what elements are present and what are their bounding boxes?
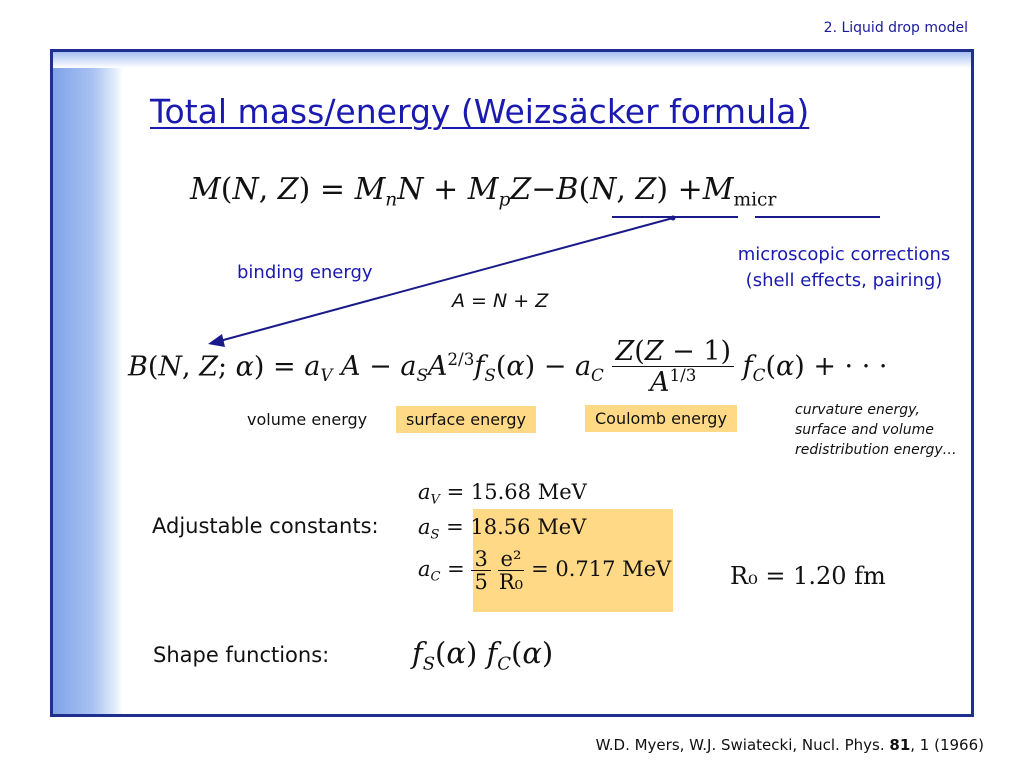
binding-arrow-line bbox=[216, 218, 673, 342]
slide-title: Total mass/energy (Weizsäcker formula) bbox=[150, 92, 810, 131]
binding-arrow-head bbox=[208, 334, 225, 347]
binding-surface-term: $a_SA^{2/3}f_S(\alpha)$ − bbox=[400, 349, 567, 386]
frac2-den: R₀ bbox=[498, 570, 524, 595]
curv-line-3: redistribution energy… bbox=[795, 442, 957, 458]
const-as: $a_S = 18.56$ MeV bbox=[418, 515, 587, 543]
a-relation: A = N + Z bbox=[452, 290, 549, 312]
coulomb-energy-label: Coulomb energy bbox=[585, 405, 737, 432]
volume-energy-label: volume energy bbox=[247, 410, 368, 429]
r0-formula: R₀ = 1.20 fm bbox=[730, 562, 886, 590]
ref-rest: , 1 (1966) bbox=[910, 736, 984, 754]
binding-lhs: B(N, Z; α) = bbox=[128, 351, 296, 383]
const-ac-value: = 0.717 MeV bbox=[531, 557, 672, 582]
frac1-num: 3 bbox=[471, 548, 490, 571]
ref-authors: W.D. Myers, W.J. Swiatecki, Nucl. Phys. bbox=[595, 736, 885, 754]
frac1-den: 5 bbox=[474, 570, 488, 595]
mass-term-micr: $M_{micr}$ bbox=[702, 172, 777, 211]
curv-line-1: curvature energy, bbox=[795, 402, 920, 418]
mass-plus1: + bbox=[433, 172, 459, 207]
micro-line-2: (shell effects, pairing) bbox=[745, 270, 943, 291]
micro-line-1: microscopic corrections bbox=[737, 244, 951, 265]
coulomb-numerator: Z(Z − 1) bbox=[612, 338, 734, 367]
binding-energy-label: binding energy bbox=[237, 262, 373, 283]
binding-volume-term: $a_V$ A − bbox=[304, 351, 392, 386]
shape-fc: $f_C(\alpha)$ bbox=[486, 636, 554, 675]
mass-term-mn: $M_nN$ bbox=[354, 172, 424, 211]
mass-plus2: + bbox=[677, 172, 703, 207]
mass-minus: − bbox=[531, 172, 557, 207]
const-av: $a_V = 15.68$ MeV bbox=[418, 480, 587, 508]
surface-energy-label: surface energy bbox=[396, 406, 536, 433]
section-label: 2. Liquid drop model bbox=[823, 20, 968, 36]
mass-lhs: M(N, Z) bbox=[190, 172, 311, 207]
curv-line-2: surface and volume bbox=[795, 422, 934, 438]
shape-fs: $f_S(\alpha)$ bbox=[412, 636, 478, 675]
const-av-value: = 15.68 MeV bbox=[446, 480, 587, 504]
const-ac: $a_C$ = $\frac{3}{5}$ $\frac{\text{e²}}{\text{R₀}}$ = 0.717 MeV bbox=[418, 547, 672, 595]
coulomb-denominator: $A^{1/3}$ bbox=[650, 365, 697, 399]
mass-term-b: B(N, Z) bbox=[556, 172, 669, 207]
const-as-value: 18.56 MeV bbox=[470, 515, 587, 539]
ref-volume: 81 bbox=[889, 736, 911, 754]
binding-tail: $f_C(\alpha)$ + · · · bbox=[742, 351, 888, 386]
adjustable-constants-label: Adjustable constants: bbox=[152, 514, 379, 538]
mass-term-mp: $M_pZ$ bbox=[467, 172, 532, 211]
binding-coulomb-coef: $a_C$ bbox=[574, 351, 604, 386]
frac2-num: e² bbox=[498, 548, 525, 571]
shape-functions-label: Shape functions: bbox=[153, 643, 330, 667]
mass-eq: = bbox=[319, 172, 346, 207]
